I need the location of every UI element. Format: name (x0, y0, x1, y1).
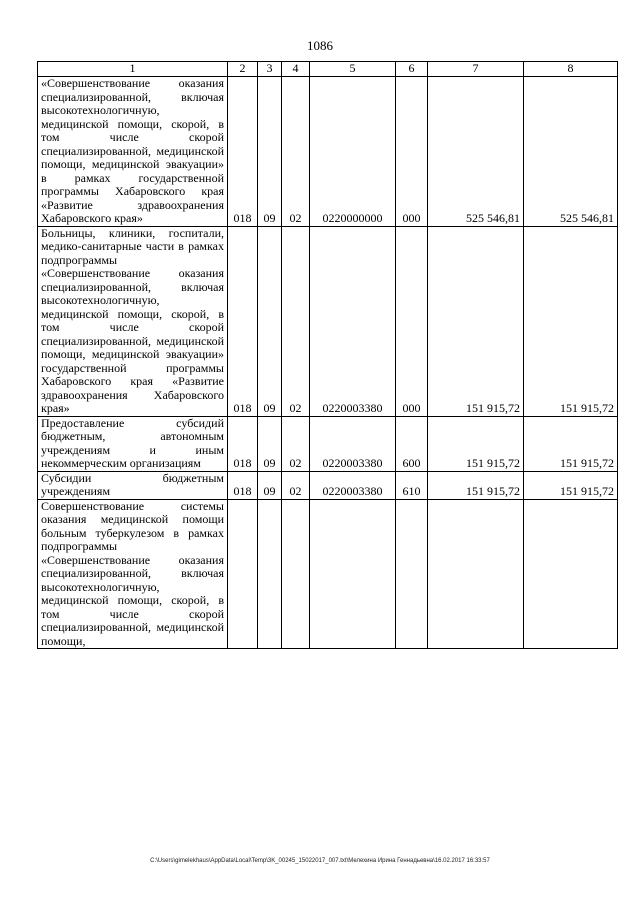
header-cell: 6 (396, 62, 428, 77)
header-cell: 8 (524, 62, 618, 77)
cell-section: 09 (258, 416, 282, 471)
cell-target-article: 0220003380 (310, 226, 396, 416)
document-path-footer: C:\Users\gimelekhaus\AppData\Local\Temp\3K_00245_15022017_007.txt\Мелехина Ирина Геннадьевна\16.02.2017 16:33:57 (150, 858, 490, 864)
budget-table (37, 61, 618, 649)
cell-subsection: 02 (282, 416, 310, 471)
cell-section (258, 499, 282, 649)
header-cell: 3 (258, 62, 282, 77)
cell-amount-7: 151 915,72 (428, 471, 524, 499)
cell-amount-8: 525 546,81 (524, 77, 618, 227)
cell-section: 09 (258, 226, 282, 416)
cell-section: 09 (258, 471, 282, 499)
cell-ministry (228, 499, 258, 649)
cell-amount-7: 151 915,72 (428, 416, 524, 471)
cell-ministry: 018 (228, 77, 258, 227)
cell-subsection: 02 (282, 226, 310, 416)
cell-expense-type: 610 (396, 471, 428, 499)
table-row (38, 77, 618, 227)
cell-amount-8: 151 915,72 (524, 416, 618, 471)
cell-amount-7: 525 546,81 (428, 77, 524, 227)
cell-ministry: 018 (228, 416, 258, 471)
cell-subsection: 02 (282, 471, 310, 499)
cell-target-article: 0220003380 (310, 416, 396, 471)
table-row (38, 226, 618, 416)
cell-amount-7: 151 915,72 (428, 226, 524, 416)
row-name: «Совершенствование оказания специализированной, включая высокотехнологичную, медицинской помощи, скорой, в том числе скорой специализированной, медицинской помощи, медицинской эвакуации» в рамках государственной программы Хабаровского края «Развитие здравоохранения Хабаровского края» (38, 77, 228, 227)
row-name: Предоставление субсидий бюджетным, автономным учреждениям и иным некоммерческим организациям (38, 416, 228, 471)
cell-amount-8 (524, 499, 618, 649)
header-cell: 5 (310, 62, 396, 77)
cell-ministry: 018 (228, 471, 258, 499)
cell-amount-8: 151 915,72 (524, 226, 618, 416)
table-row (38, 471, 618, 499)
table-row (38, 416, 618, 471)
page-number: 1086 (307, 38, 333, 53)
table-row (38, 499, 618, 649)
cell-target-article: 0220000000 (310, 77, 396, 227)
cell-amount-8: 151 915,72 (524, 471, 618, 499)
cell-expense-type: 000 (396, 77, 428, 227)
header-cell: 2 (228, 62, 258, 77)
cell-subsection (282, 499, 310, 649)
cell-ministry: 018 (228, 226, 258, 416)
row-name: Субсидии бюджетным учреждениям (38, 471, 228, 499)
cell-section: 09 (258, 77, 282, 227)
header-cell: 4 (282, 62, 310, 77)
cell-amount-7 (428, 499, 524, 649)
row-name: Больницы, клиники, госпитали, медико-санитарные части в рамках подпрограммы «Совершенствование оказания специализированной, включая высокотехнологичную, медицинской помощи, скорой, в том числе скорой специализированной, медицинской помощи, медицинской эвакуации» государственной программы Хабаровского края «Развитие здравоохранения Хабаровского края» (38, 226, 228, 416)
header-cell: 1 (38, 62, 228, 77)
cell-expense-type (396, 499, 428, 649)
cell-subsection: 02 (282, 77, 310, 227)
cell-expense-type: 600 (396, 416, 428, 471)
header-row (38, 62, 618, 77)
header-cell: 7 (428, 62, 524, 77)
row-name: Совершенствование системы оказания медицинской помощи больным туберкулезом в рамках подпрограммы «Совершенствование оказания специализированной, включая высокотехнологичную, медицинской помощи, скорой, в том числе скорой специализированной, медицинской помощи, (38, 499, 228, 649)
cell-target-article (310, 499, 396, 649)
cell-expense-type: 000 (396, 226, 428, 416)
cell-target-article: 0220003380 (310, 471, 396, 499)
